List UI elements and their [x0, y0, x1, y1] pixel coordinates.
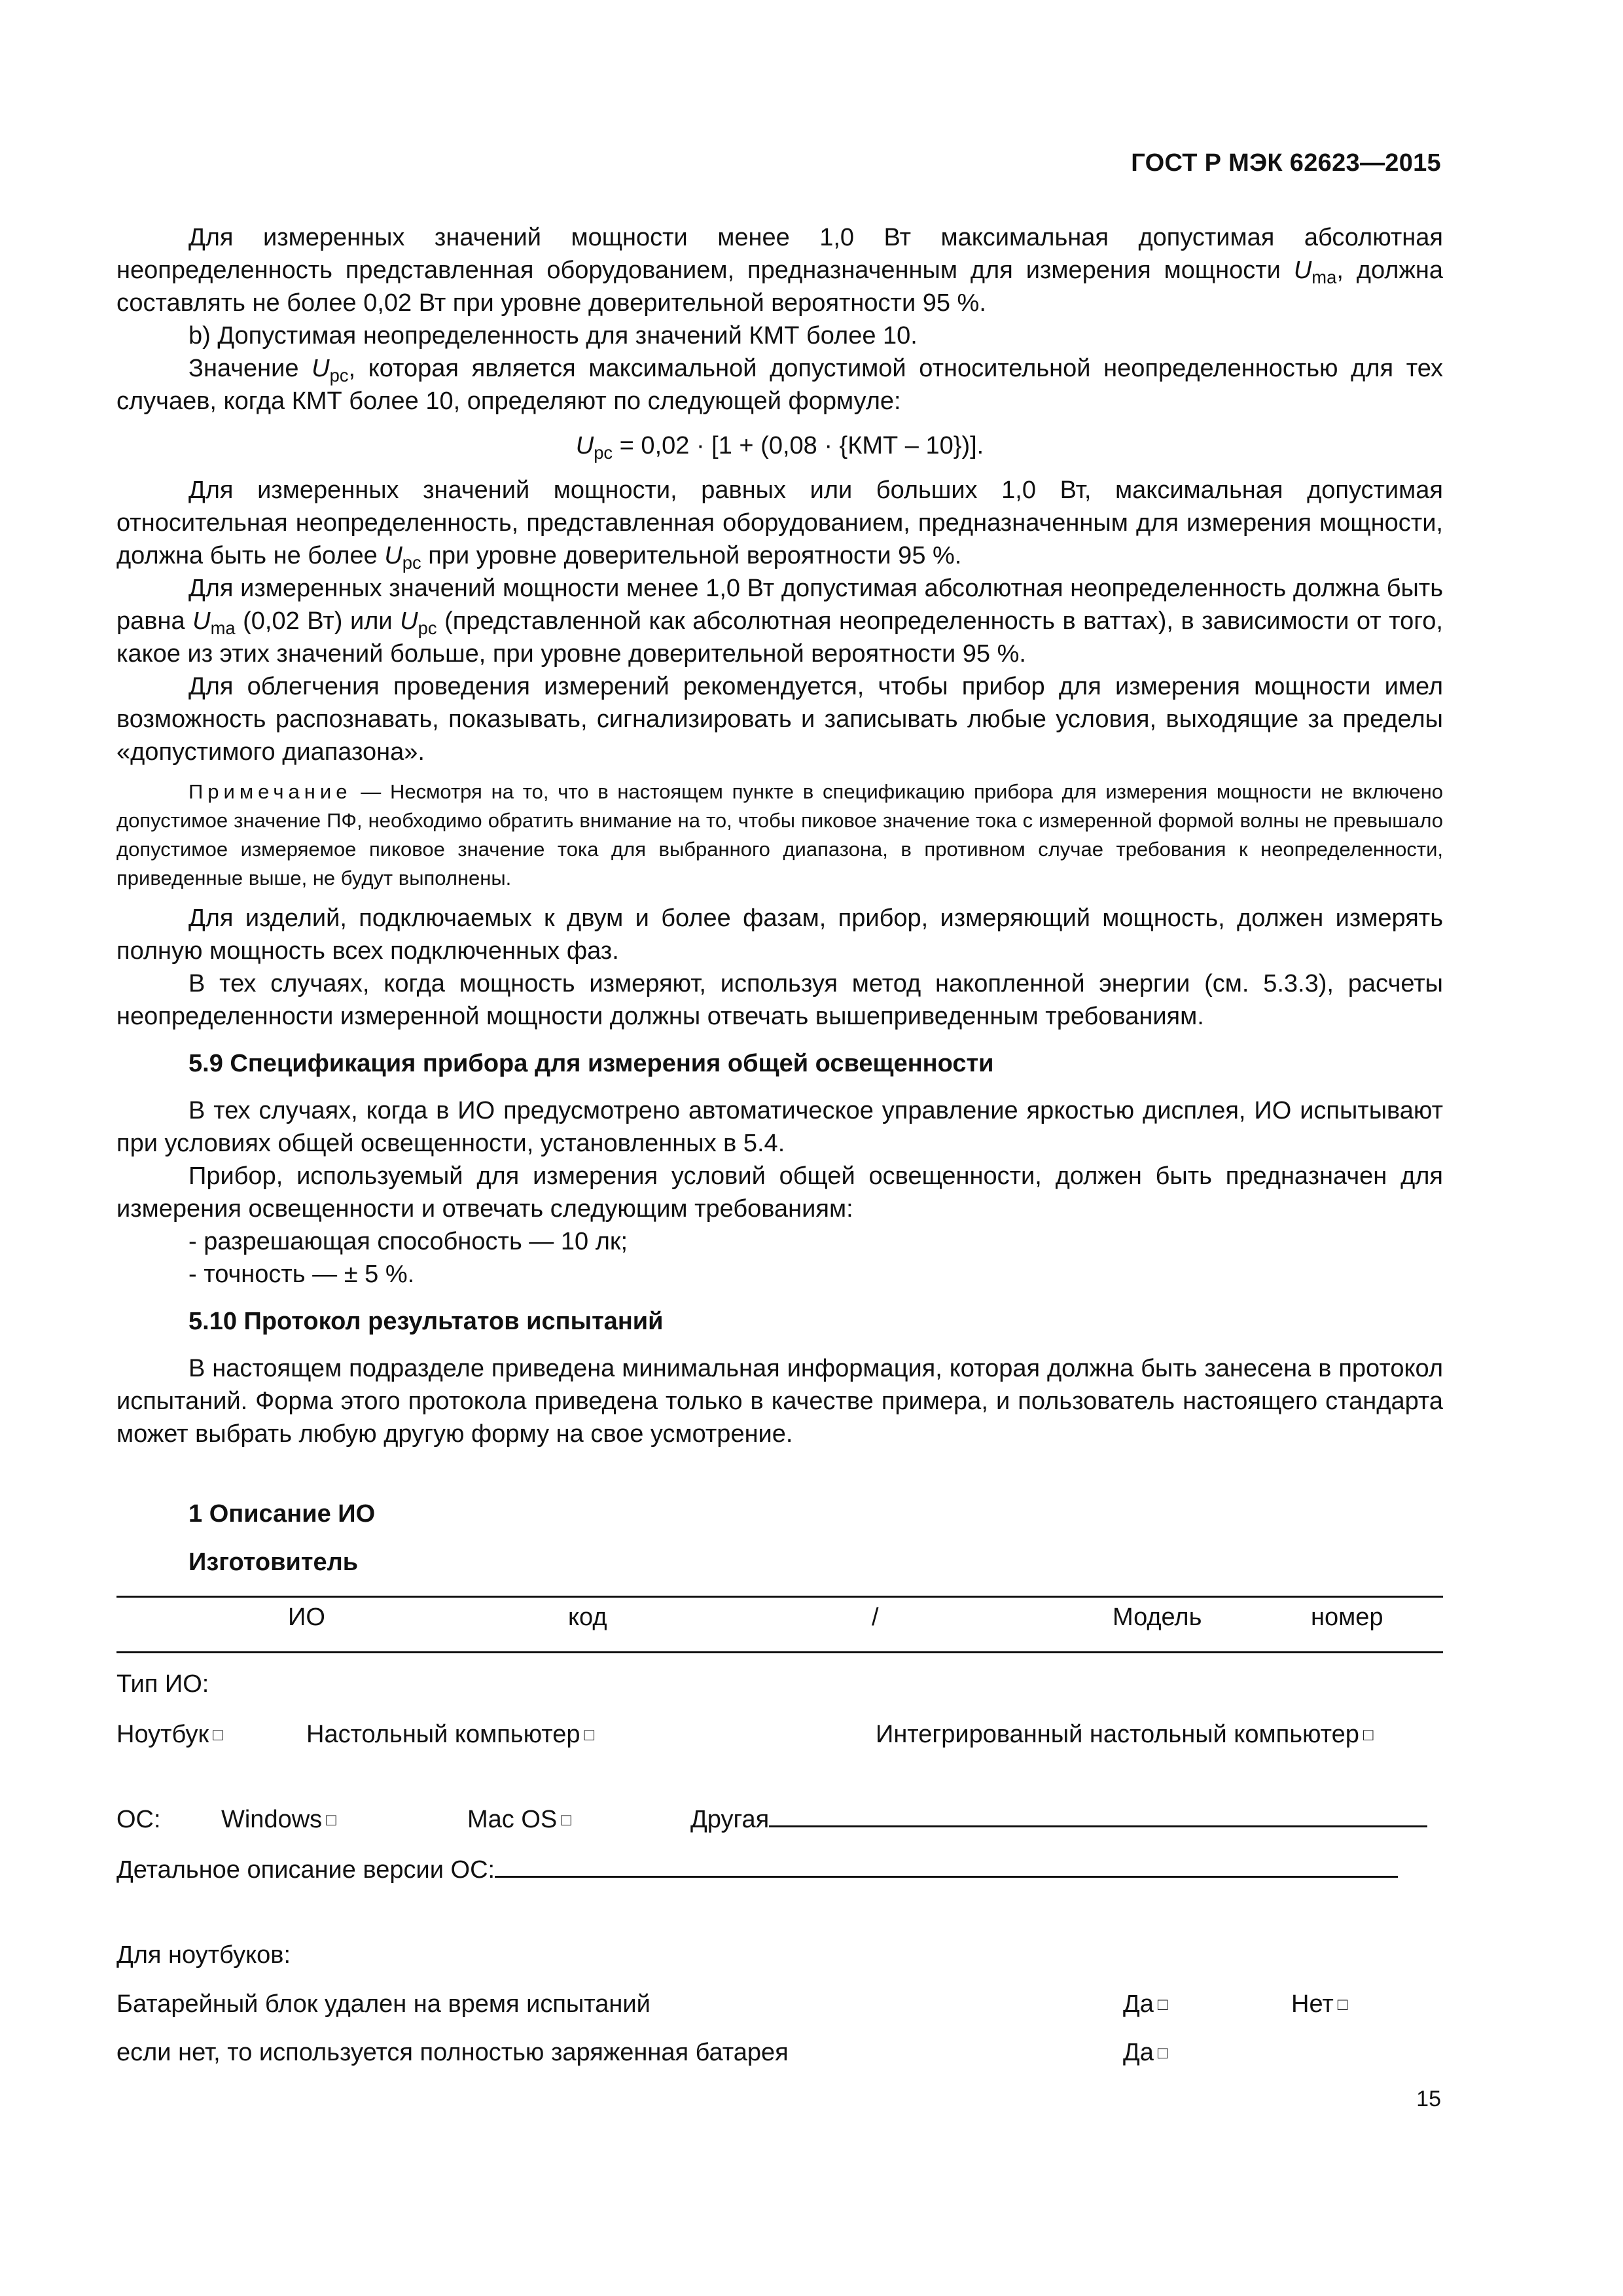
code-column-label: код [568, 1604, 607, 1631]
form-section-title: 1 Описание ИО [188, 1500, 376, 1528]
option-other-os: Другая [690, 1803, 1427, 1836]
battery-full-label: если нет, то используется полностью заряженная батарея [116, 2039, 789, 2066]
paragraph: Для измеренных значений мощности менее 1,0 Вт допустимая абсолютная неопределенность должна быть равна $U_{ma}$ (0,02 Вт) или $U_{pc}$ (представленной как абсолютная неопределенность в ваттах), в зависимости от того, какое из этих значений больше, при уровне доверительной вероятности 95 %. [116, 575, 1443, 668]
os-detail-field[interactable] [495, 1854, 1398, 1878]
note: Примечание — Несмотря на то, что в настоящем пункте в спецификацию прибора для измерения мощности не включено допустимое значение ПФ, необходимо обратить внимание на то, чтобы пиковое значение тока с измеренной формой волны не превышало допустимое измеряемое пиковое значение тока для выбранного диапазона, в противном случае требования к неопределенности, приведенные выше, не будут выполнены. [116, 780, 1443, 889]
page-number: 15 [1416, 2087, 1441, 2111]
main-text [116, 221, 1443, 1450]
paragraph: В настоящем подразделе приведена минимальная информация, которая должна быть занесена в протокол испытаний. Форма этого протокола приведена только в качестве примера, и пользователь настоящего стандарта может выбрать любую другую форму на свое усмотрение. [116, 1355, 1443, 1448]
battery-removed-yes[interactable]: Да □ [1123, 1990, 1168, 2018]
os-detail-label: Детальное описание версии ОС: [116, 1854, 1398, 1886]
model-column-label: Модель [1113, 1604, 1202, 1631]
slash-separator: / [872, 1604, 879, 1631]
checkbox-icon[interactable]: □ [326, 1810, 336, 1829]
checkbox-icon[interactable]: □ [213, 1725, 223, 1744]
option-windows[interactable]: Windows □ [221, 1806, 336, 1833]
form-rule-top [116, 1596, 1443, 1598]
paragraph: Для измеренных значений мощности, равных или больших 1,0 Вт, максимальная допустимая относительная неопределенность, представленная оборудованием, предназначенным для измерения мощности, должна быть не более $U_{pc}$ при уровне доверительной вероятности 95 %. [116, 476, 1443, 573]
paragraph: Для облегчения проведения измерений рекомендуется, чтобы прибор для измерения мощности имел возможность распознавать, показывать, сигнализировать и записывать любые условия, выходящие за пределы «допустимого диапазона». [116, 673, 1443, 766]
checkbox-icon[interactable]: □ [1157, 2043, 1168, 2062]
paragraph: Для изделий, подключаемых к двум и более фазам, прибор, измеряющий мощность, должен измерять полную мощность всех подключенных фаз. [116, 905, 1443, 965]
battery-removed-no[interactable]: Нет □ [1291, 1990, 1348, 2018]
paragraph: Значение $U_{pc}$, которая является максимальной допустимой относительной неопределенностью для тех случаев, когда КМТ более 10, определяют по следующей формуле: [116, 355, 1444, 415]
for-notebooks-label: Для ноутбуков: [116, 1941, 291, 1969]
option-integrated-desktop[interactable]: Интегрированный настольный компьютер □ [876, 1721, 1374, 1748]
checkbox-icon[interactable]: □ [1363, 1725, 1374, 1744]
paragraph: b) Допустимая неопределенность для значений КМТ более 10. [188, 322, 918, 350]
section-heading-5-10: 5.10 Протокол результатов испытаний [188, 1308, 664, 1335]
option-macos[interactable]: Mac OS □ [467, 1806, 571, 1833]
checkbox-icon[interactable]: □ [1157, 1994, 1168, 2014]
list-item: - разрешающая способность — 10 лк; [188, 1228, 628, 1255]
device-type-label: Тип ИО: [116, 1670, 209, 1698]
number-column-label: номер [1311, 1604, 1383, 1631]
paragraph: Для измеренных значений мощности менее 1,0 Вт максимальная допустимая абсолютная неопределенность представленная оборудованием, предназначенным для измерения мощности $U_{ma}$, должна составлять не более 0,02 Вт при уровне доверительной вероятности 95 %. [116, 224, 1443, 317]
option-desktop[interactable]: Настольный компьютер □ [306, 1721, 595, 1748]
io-column-label: ИО [288, 1604, 325, 1631]
battery-removed-label: Батарейный блок удален на время испытаний [116, 1990, 651, 2018]
form-rule-bottom [116, 1651, 1443, 1653]
checkbox-icon[interactable]: □ [584, 1725, 595, 1744]
paragraph: В тех случаях, когда в ИО предусмотрено автоматическое управление яркостью дисплея, ИО испытывают при условиях общей освещенности, установленных в 5.4. [116, 1097, 1443, 1157]
checkbox-icon[interactable]: □ [1337, 1994, 1348, 2014]
paragraph: Прибор, используемый для измерения условий общей освещенности, должен быть предназначен для измерения освещенности и отвечать следующим требованиям: [116, 1162, 1443, 1223]
list-item: - точность — ± 5 %. [188, 1261, 415, 1288]
formula: $U_{pc} = 0,02 \cdot [1 + (0,08 \cdot \{КМТ - 10\})]$. [575, 432, 984, 463]
option-notebook[interactable]: Ноутбук □ [116, 1721, 223, 1748]
document-header: ГОСТ Р МЭК 62623—2015 [1131, 149, 1441, 177]
other-os-field[interactable] [769, 1803, 1427, 1827]
paragraph: В тех случаях, когда мощность измеряют, используя метод накопленной энергии (см. 5.3.3), расчеты неопределенности измеренной мощности должны отвечать вышеприведенным требованиям. [116, 970, 1443, 1030]
battery-full-yes[interactable]: Да □ [1123, 2039, 1168, 2066]
manufacturer-label: Изготовитель [188, 1549, 359, 1576]
os-label: ОС: [116, 1806, 161, 1833]
section-heading-5-9: 5.9 Спецификация прибора для измерения общей освещенности [188, 1050, 994, 1077]
checkbox-icon[interactable]: □ [561, 1810, 571, 1829]
